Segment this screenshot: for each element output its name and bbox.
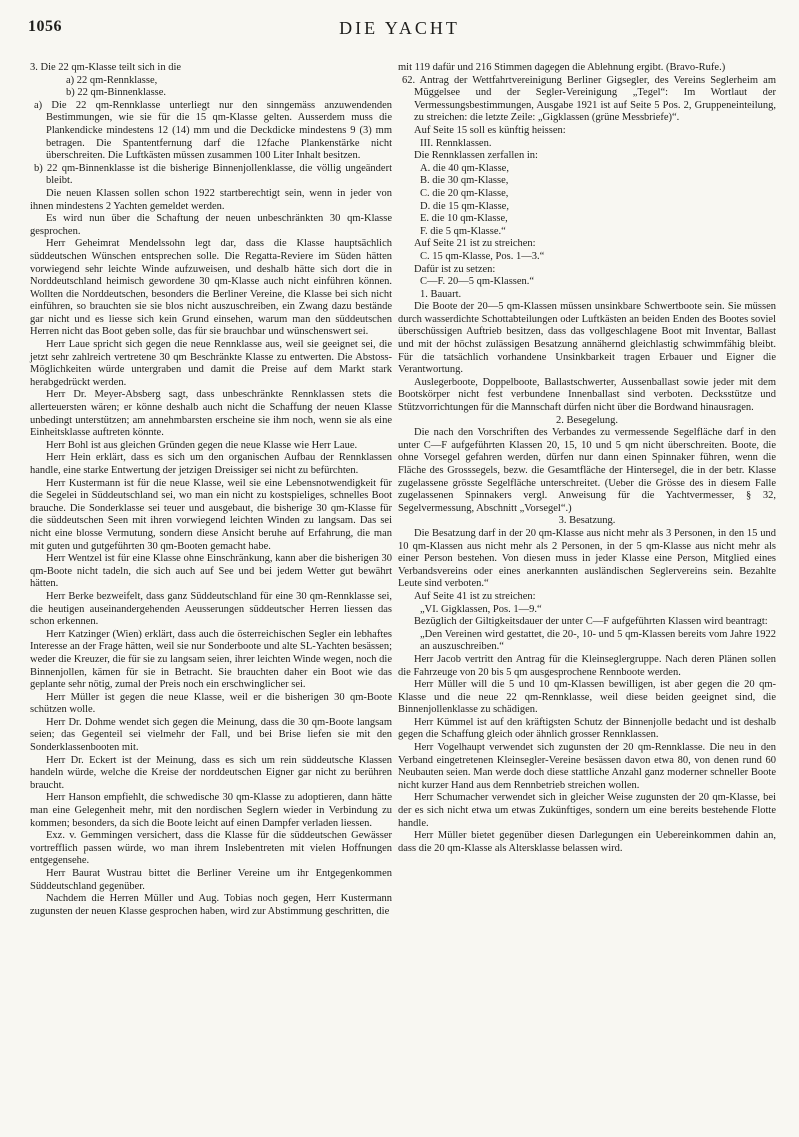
- paragraph: Herr Vogelhaupt verwendet sich zugunsten der 20 qm-Rennklasse. Die neu in den Verband eingetretenen Kleinsegler-Vereine besässen davon etwa 80, von denen rund 60 Neubauten seien. Man werde doch diese stattliche Anzahl ganz moderner schneller Boote nicht kurzer Hand aus dem Rennbetrieb streichen wollen.: [398, 742, 776, 791]
- paragraph: 3. Besatzung.: [558, 515, 616, 527]
- page-number: 1056: [28, 18, 62, 35]
- paragraph: Herr Berke bezweifelt, dass ganz Süddeutschland für eine 30 qm-Rennklasse sei, die heutigen auseinandergehenden Aeusserungen süddeutscher Herren liessen das schon erkennen.: [30, 590, 392, 628]
- paragraph: a) 22 qm-Rennklasse,: [66, 74, 158, 86]
- paragraph: Herr Müller bietet gegenüber diesen Darlegungen ein Uebereinkommen dahin an, dass die 20 qm-Klasse als Altersklasse belassen wird.: [398, 830, 776, 854]
- paragraph: III. Rennklassen.: [420, 137, 492, 149]
- paragraph: Die Besatzung darf in der 20 qm-Klasse aus nicht mehr als 3 Personen, in den 15 und 10 qm-Klassen aus nicht mehr als 2 Personen, in der 5 qm-Klasse aus nicht mehr als einer Person bestehen. Von diesen muss in jeder Klasse eine Person, Mitglied eines Verbandsvereins oder eines anerkannten ausländischen Seglervereins sein. Bezahlte Leute sind verboten.“: [398, 527, 776, 590]
- paragraph: Herr Dr. Eckert ist der Meinung, dass es sich um rein süddeutsche Klassen handeln würde, welche die Kreise der norddeutschen Eigner gar nicht zu berühren braucht.: [30, 754, 392, 791]
- paragraph: Die Rennklassen zerfallen in:: [414, 150, 538, 162]
- paragraph: Die nach den Vorschriften des Verbandes zu vermessende Segelfläche darf in den unter C—F aufgeführten Klassen 20, 15, 10 und 5 qm nicht überschreiten. Boote, die ohne Vorsegel gefahren werden, dürfen nur dann einen Spinnaker führen, wenn die Fläche des Grosssegels, bezw. die Gesamtfläche der Hintersegel, die in der betr. Klasse zugelassene grösste Segelfläche unterschreitet. (Ueber die Grösse des in diesem Falle zugelassenen Spinnakers vergl. Anweisung für die Yachtvermesser, § 32, Segelvermessung, Abschnitt „Vorsegel“.): [398, 427, 776, 514]
- paragraph: Herr Dr. Meyer-Absberg sagt, dass unbeschränkte Rennklassen stets die allerteuersten wären; er könne deshalb auch nicht die Schaffung der neuen Klasse unbedingt unterstützen; am annehmbarsten erscheine sie ihm noch, wenn sie als eine Einheitsklasse auftreten könnte.: [30, 389, 392, 439]
- paragraph: C. 15 qm-Klasse, Pos. 1—3.“: [420, 250, 545, 262]
- paragraph: Herr Jacob vertritt den Antrag für die Kleinseglergruppe. Nach deren Plänen sollen die Fahrzeuge von 20 bis 5 qm ausgesprochene Rennboote werden.: [398, 653, 776, 678]
- paragraph: Herr Bohl ist aus gleichen Gründen gegen die neue Klasse wie Herr Laue.: [46, 439, 358, 451]
- paragraph: 1. Bauart.: [420, 288, 462, 300]
- paragraph: Herr Hein erklärt, dass es sich um den organischen Aufbau der Rennklassen handle, eine starke Entwertung der jetzigen Dreissiger sei nicht zu befürchten.: [30, 452, 392, 476]
- paragraph: mit 119 dafür und 216 Stimmen dagegen die Ablehnung ergibt. (Bravo-Rufe.): [398, 62, 726, 73]
- paragraph: Auslegerboote, Doppelboote, Ballastschwerter, Aussenballast sowie jeder mit dem Bootskörper nicht fest verbundene Innenballast sind verboten. Decksstütze und Stützvorrichtungen für die Mannschaft dürfen nicht über die Bordwand hinausragen.: [398, 376, 776, 414]
- left-column: [30, 62, 392, 918]
- paragraph: 2. Besegelung.: [555, 414, 619, 426]
- running-title: DIE YACHT: [339, 18, 460, 38]
- paragraph: B. die 30 qm-Klasse,: [420, 175, 509, 187]
- paragraph: b) 22 qm-Binnenklasse ist die bisherige Binnenjollenklasse, die völlig ungeändert bleibt.: [34, 162, 392, 187]
- paragraph: b) 22 qm-Binnenklasse.: [66, 87, 167, 99]
- paragraph: Herr Wentzel ist für eine Klasse ohne Einschränkung, kann aber die bisherigen 30 qm-Boote nicht tadeln, die sich auch auf See und bei jedem Wetter gut bewährt hätten.: [30, 553, 392, 590]
- paragraph: Nachdem die Herren Müller und Aug. Tobias noch gegen, Herr Kustermann zugunsten der neuen Klasse gesprochen haben, wird zur Abstimmung geschritten, die: [30, 893, 392, 917]
- paragraph: Auf Seite 41 ist zu streichen:: [414, 590, 536, 602]
- paragraph: C. die 20 qm-Klasse,: [420, 187, 509, 199]
- paragraph: Auf Seite 15 soll es künftig heissen:: [414, 124, 566, 136]
- paragraph: Herr Müller will die 5 und 10 qm-Klassen bewilligen, ist aber gegen die 20 qm-Klasse und die neue 22 qm-Rennklasse, weil diese beiden geeignet sind, die Binnenjollenklasse zu schädigen.: [398, 679, 776, 716]
- paragraph: A. die 40 qm-Klasse,: [420, 162, 509, 174]
- paragraph: Die neuen Klassen sollen schon 1922 startberechtigt sein, wenn in jeder von ihnen mindestens 2 Yachten gemeldet werden.: [30, 187, 392, 212]
- paragraph: Dafür ist zu setzen:: [414, 263, 496, 275]
- paragraph: Herr Hanson empfiehlt, die schwedische 30 qm-Klasse zu adoptieren, dann hätte man eine Gelegenheit mehr, mit den nordischen Seglern wieder in Verbindung zu kommen; besonders, da sich die Boote leicht auf einen Dampfer verladen liessen.: [30, 792, 392, 829]
- paragraph: Herr Geheimrat Mendelssohn legt dar, dass die Klasse hauptsächlich süddeutschen Wünschen entsprechen solle. Die Regatta-Reviere im Süden hätten vorwiegend sehr leichte Winde aufzuweisen, und deshalb hätte sich dort die in Norddeutschland heimisch gewordene 30 qm-Klasse auch nicht einführen können. Wollten die Norddeutschen, besonders die Berliner Vereine, die Klasse bei sich nicht einführen, so brauchten sie sie blos nicht auszuschreiben, ein Zwang dazu bestände gar nicht und es liesse sich kein Grund einsehen, warum man den süddeutschen Herren nicht das Boot geben solle, das für sie brauchbar und wünschenswert sei.: [30, 238, 392, 338]
- paragraph: Herr Kümmel ist auf den kräftigsten Schutz der Binnenjolle bedacht und ist deshalb gegen die Schaffung gleich oder ähnlich grosser Rennklassen.: [398, 716, 776, 741]
- paragraph: Auf Seite 21 ist zu streichen:: [414, 238, 536, 250]
- paragraph: 62. Antrag der Wettfahrtvereinigung Berliner Gigsegler, des Vereins Seglerheim am Müggelsee und der Segler-Vereinigung „Tegel“: Im Wortlaut der Vermessungsbestimmungen, Ausgabe 1921 ist auf Seite 5 Pos. 2, Gruppeneinteilung, zu streichen: die letzte Zeile: „Gigklassen (grüne Messbriefe)“.: [402, 74, 776, 124]
- right-column: [398, 62, 776, 855]
- paragraph: Bezüglich der Giltigkeitsdauer der unter C—F aufgeführten Klassen wird beantragt:: [414, 616, 768, 628]
- paragraph: D. die 15 qm-Klasse,: [420, 200, 509, 212]
- paragraph: F. die 5 qm-Klasse.“: [420, 225, 506, 237]
- paragraph: C—F. 20—5 qm-Klassen.“: [420, 276, 535, 288]
- paragraph: E. die 10 qm-Klasse,: [420, 213, 508, 225]
- paragraph: a) Die 22 qm-Rennklasse unterliegt nur den sinngemäss anzuwendenden Bestimmungen, wie sie für die 15 qm-Klasse gelten. Ausserdem muss die Plankendicke mindestens 12 (14) mm und die Deckdicke mindestens 9 (3) mm betragen. Die Spantentfernung darf die 12fache Plankenstärke nicht überschreiten. Die Luftkästen müssen zusammen 100 Liter Inhalt besitzen.: [34, 99, 392, 162]
- paragraph: Exz. v. Gemmingen versichert, dass die Klasse für die süddeutschen Gewässer vortrefflich passen würde, wo man ihrem Inslebentreten mit vielen Hoffnungen entgegensehe.: [30, 830, 392, 867]
- paragraph: Herr Schumacher verwendet sich in gleicher Weise zugunsten der 20 qm-Klasse, bei der es sich nicht etwa um etwas Zukünftiges, sondern um eine bereits bestehende Flotte handle.: [398, 792, 776, 829]
- paragraph: Herr Kustermann ist für die neue Klasse, weil sie eine Lebensnotwendigkeit für die Segelei in Süddeutschland sei, wo man ein nicht zu kostspieliges, schnelles Boot brauche. Die Sonderklasse sei teuer und ausgebaut, die bisherige 30 qm-Klasse für die süddeutschen Seen mit ihren vorwiegend leichten Winden zu langsam. Das sei nicht eine blosse Vermutung, sondern diese Ansicht beruhe auf Erfahrung, die man mit guten und gutgeführten 30 qm-Booten gemacht habe.: [30, 477, 392, 552]
- paragraph: „VI. Gigklassen, Pos. 1—9.“: [420, 603, 542, 615]
- paragraph: Die Boote der 20—5 qm-Klassen müssen unsinkbare Schwertboote sein. Sie müssen durch wasserdichte Schottabteilungen oder Luftkästen an beiden Enden des Bootes soviel überschüssigen Auftrieb besitzen, dass das vollgeschlagene Boot mit Inventar, Ballast und mit der höchst zulässigen Besatzung annähernd gleichlastig schwimmfähig bleibt. Für die tatsächlich vorhandene Unsinkbarkeit tragen Erbauer und Eigner die Verantwortung.: [398, 301, 776, 376]
- paragraph: Herr Müller ist gegen die neue Klasse, weil er die bisherigen 30 qm-Boote schützen wolle.: [30, 691, 392, 716]
- paragraph: „Den Vereinen wird gestattet, die 20-, 10- und 5 qm-Klassen bereits vom Jahre 1922 an auszuschreiben.“: [420, 628, 776, 653]
- paragraph: Herr Laue spricht sich gegen die neue Rennklasse aus, weil sie geeignet sei, die jetzt sehr zahlreich vertretene 30 qm Beschränkte Klasse zu entwerten. Die Abstoss-Möglichkeiten würde untergraben und damit die Preise auf dem Markt stark herabgedrückt werden.: [30, 339, 392, 388]
- paragraph: Herr Dr. Dohme wendet sich gegen die Meinung, dass die 30 qm-Boote langsam seien; das Gegenteil sei vielmehr der Fall, und bei Brise liefen sie mit den Sonderklassenbooten mit.: [30, 716, 392, 754]
- paragraph: Herr Katzinger (Wien) erklärt, dass auch die österreichischen Segler ein lebhaftes Interesse an der Frage hätten, weil sie nur Sonderboote und alte SL-Yachten besässen; weder die Kreuzer, die für sie zu langsam seien, ihrer leichten Winde wegen, noch die Binnenjollen, kämen für sie in Betracht. Sie brauchten daher ein Boot wie das geplante sehr nötig, zumal der Preis noch ein erschwinglicher sei.: [30, 628, 392, 691]
- paragraph: Herr Baurat Wustrau bittet die Berliner Vereine um ihr Entgegenkommen Süddeutschland gegenüber.: [30, 868, 392, 892]
- paragraph: Es wird nun über die Schaftung der neuen unbeschränkten 30 qm-Klasse gesprochen.: [30, 213, 392, 237]
- paragraph: 3. Die 22 qm-Klasse teilt sich in die: [30, 62, 182, 73]
